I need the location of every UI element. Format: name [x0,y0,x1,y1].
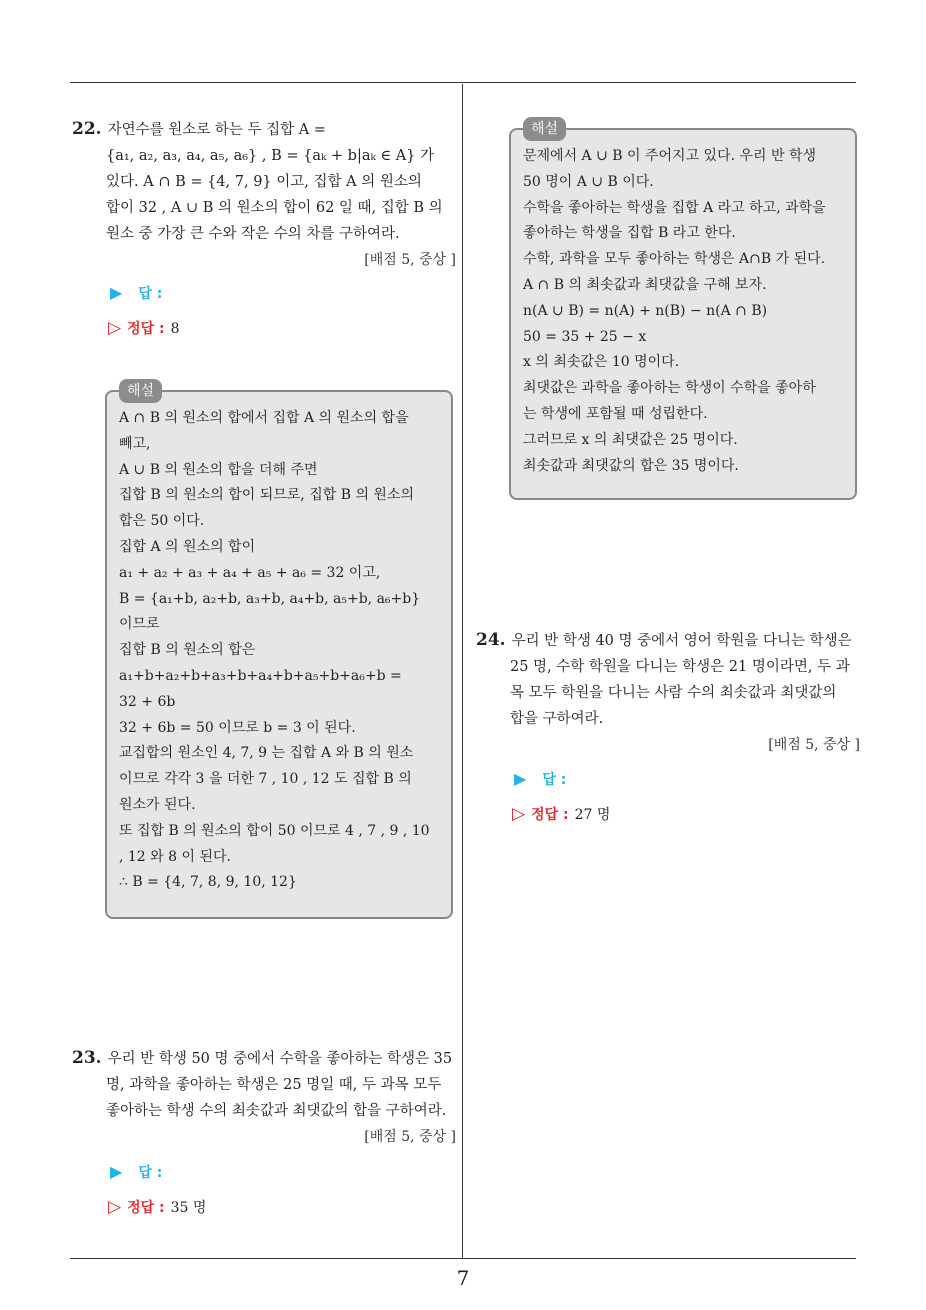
play-arrow-icon: ▶ [110,1162,123,1181]
solution-line: , 12 와 8 이 된다. [119,848,231,865]
solution-line: 집합 A 의 원소의 합이 [119,538,256,555]
solution-line: 최댓값은 과학을 좋아하는 학생이 수학을 좋아하 [523,380,816,397]
solution-line: 이므로 [119,616,160,633]
solution-line: 집합 B 의 원소의 합은 [119,642,256,659]
page-number: 7 [456,1266,470,1290]
solution-line: ∴ B = {4, 7, 8, 9, 10, 12} [119,874,297,891]
solution-line: 50 = 35 + 25 − x [523,328,647,345]
problem-24-text [476,627,860,732]
solution-line: 또 집합 B 의 원소의 합이 50 이므로 4 , 7 , 9 , 10 [119,822,430,839]
correct-label: 정답 : [531,807,569,823]
answer-row-23[interactable] [110,1162,162,1182]
solution-line: 원소가 된다. [119,796,196,813]
correct-value: 8 [170,321,180,337]
solution-line: 최솟값과 최댓값의 합은 35 명이다. [523,457,739,474]
correct-label: 정답 : [127,1200,165,1216]
solution-box-23 [509,121,857,500]
problem-22-line: {a₁, a₂, a₃, a₄, a₅, a₆} , B = {aₖ + b|aₖ ∈ A} 가 [106,148,435,164]
solution-line: B = {a₁+b, a₂+b, a₃+b, a₄+b, a₅+b, a₆+b} [119,590,421,607]
score-label: [배점 5, 중상 ] [364,252,456,268]
solution-tag: 해설 [119,379,162,403]
outline-arrow-icon: ▷ [512,804,526,824]
solution-line: 그러므로 x 의 최댓값은 25 명이다. [523,431,738,448]
problem-22-line: 있다. A ∩ B = {4, 7, 9} 이고, 집합 A 의 원소의 [106,174,422,190]
solution-line: x 의 최솟값은 10 명이다. [523,354,680,371]
solution-line: 32 + 6b [119,693,176,710]
problem-23-text [72,1045,456,1124]
problem-24-line: 25 명, 수학 학원을 다니는 학생은 21 명이라면, 두 과 [510,659,850,675]
problem-number: 22. [72,119,102,139]
solution-line: A ∩ B 의 원소의 합에서 집합 A 의 원소의 합을 [119,410,409,426]
problem-number: 23. [72,1048,102,1068]
solution-line: 합은 50 이다. [119,513,205,530]
correct-value: 27 명 [574,807,611,823]
solution-line: 는 학생에 포함될 때 성립한다. [523,405,708,422]
bottom-rule [70,1258,856,1259]
problem-22-line: 22. 자연수를 원소로 하는 두 집합 A = [72,119,326,139]
solution-line: 수학, 과학을 모두 좋아하는 학생은 A∩B 가 된다. [523,251,826,268]
problem-24-line: 24. 우리 반 학생 40 명 중에서 영어 학원을 다니는 학생은 [476,630,852,650]
problem-24-line: 합을 구하여라. [510,711,604,727]
problem-22 [72,116,456,273]
top-rule [70,82,856,83]
correct-answer-23 [108,1197,206,1217]
solution-line: A ∪ B 의 원소의 합을 더해 주면 [119,461,318,478]
answer-label: 답 : [542,772,567,788]
score-label: [배점 5, 중상 ] [364,1129,456,1145]
solution-line: 수학을 좋아하는 학생을 집합 A 라고 하고, 과학을 [523,199,826,216]
correct-label: 정답 : [127,321,165,337]
problem-23-line: 23. 우리 반 학생 50 명 중에서 수학을 좋아하는 학생은 35 [72,1048,453,1068]
solution-line: 빼고, [119,435,151,452]
outline-arrow-icon: ▷ [108,1197,122,1217]
solution-line: 32 + 6b = 50 이므로 b = 3 이 된다. [119,719,356,736]
problem-22-line: 합이 32 , A ∪ B 의 원소의 합이 62 일 때, 집합 B 의 [106,200,443,216]
answer-label: 답 : [138,1165,163,1181]
solution-line: 교집합의 원소인 4, 7, 9 는 집합 A 와 B 의 원소 [119,745,414,762]
column-divider [462,84,463,1258]
problem-22-text [72,116,456,247]
correct-value: 35 명 [170,1200,207,1216]
solution-line: n(A ∪ B) = n(A) + n(B) − n(A ∩ B) [523,302,768,319]
problem-22-line: 원소 중 가장 큰 수와 작은 수의 차를 구하여라. [106,226,400,242]
solution-line: 집합 B 의 원소의 합이 되므로, 집합 B 의 원소의 [119,487,414,504]
solution-line: A ∩ B 의 최솟값과 최댓값을 구해 보자. [523,276,767,293]
outline-arrow-icon: ▷ [108,318,122,338]
solution-line: a₁ + a₂ + a₃ + a₄ + a₅ + a₆ = 32 이고, [119,564,381,581]
problem-number: 24. [476,630,506,650]
problem-23 [72,1045,456,1150]
correct-answer-22 [108,318,180,338]
answer-row-22[interactable] [110,283,162,303]
answer-label: 답 : [138,286,163,302]
solution-box-22 [105,383,453,919]
solution-line: a₁+b+a₂+b+a₃+b+a₄+b+a₅+b+a₆+b = [119,667,402,684]
play-arrow-icon: ▶ [514,769,527,788]
problem-23-line: 명, 과학을 좋아하는 학생은 25 명일 때, 두 과목 모두 [106,1077,442,1093]
problem-24-line: 목 모두 학원을 다니는 사람 수의 최솟값과 최댓값의 [510,685,837,701]
solution-line: 좋아하는 학생을 집합 B 라고 한다. [523,225,736,242]
problem-23-line: 좋아하는 학생 수의 최솟값과 최댓값의 합을 구하여라. [106,1103,447,1119]
score-label: [배점 5, 중상 ] [768,737,860,753]
solution-tag: 해설 [523,117,566,141]
solution-line: 이므로 각각 3 을 더한 7 , 10 , 12 도 집합 B 의 [119,771,412,788]
answer-row-24[interactable] [514,769,566,789]
problem-24 [476,627,860,758]
solution-line: 문제에서 A ∪ B 이 주어지고 있다. 우리 반 학생 [523,148,817,164]
correct-answer-24 [512,804,610,824]
play-arrow-icon: ▶ [110,283,123,302]
solution-line: 50 명이 A ∪ B 이다. [523,173,654,190]
